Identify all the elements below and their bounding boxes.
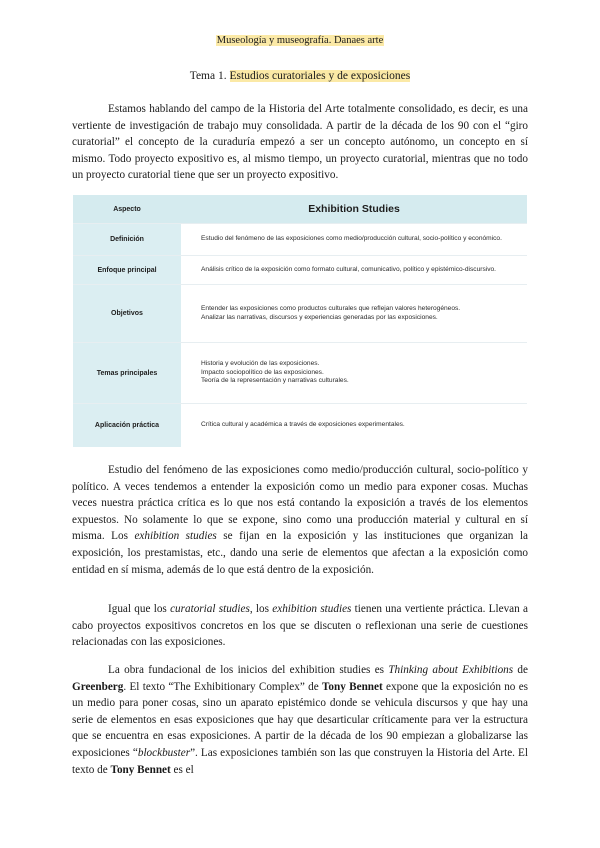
text-run: tienen una vertiente práctica. Llevan a cabo proyectos expositivos concretos en los que se discuten o reflexionan una serie de cuestiones relacionadas con las exposiciones. [72,603,528,649]
table-row [73,256,527,285]
exhibition-studies-table [73,195,527,447]
intro-paragraph: Estamos hablando del campo de la Historia del Arte totalmente consolidado, es decir, es una vertiente de investigación de trabajo muy consolidada. A partir de la década de los 90 con el “giro curatorial” el concepto de la curaduría empezó a ser un concepto autónomo, un concepto en sí mismo. Todo proyecto expositivo es, al mismo tiempo, un proyecto curatorial, mientras que no todo un proyecto curatorial tiene que ser un proyecto expositivo. [72,103,528,182]
row-line: Estudio del fenómeno de las exposiciones como medio/producción cultural, socio-político y económico. [201,235,502,243]
page-header [0,35,600,46]
text-run: ”. Las exposiciones también son las que construyen la Historia del Arte. El texto de [72,746,528,776]
row-line: Análisis crítico de la exposición como formato cultural, comunicativo, político y epistémico-discursivo. [201,265,497,273]
header-exhibition-studies: Exhibition Studies [181,195,527,223]
author-name: Tony Bennet [322,680,383,693]
table-row [73,224,527,256]
table-row [73,404,527,447]
row-aspect: Enfoque principal [73,256,181,284]
text-run: es el [170,763,194,776]
italic-term: exhibition studies [272,603,352,615]
text-run: expone que la exposición no es un medio para poner cosas, sino un aparato epistémico donde se vehicula discursos y que hay una serie de elementos en esas exposiciones que hay que desarticular críticamente para ver la estructura que se encuentra en esas exposiciones. A partir de la década de los 90 empiezan a globalizarse las exposiciones “ [72,680,529,759]
row-line: Crítica cultural y académica a través de exposiciones experimentales. [201,421,405,429]
italic-term: blockbuster [137,746,191,759]
row-line: Teoría de la representación y narrativas culturales. [201,377,349,385]
topic-prefix: Tema 1. [189,70,230,82]
row-line: Impacto sociopolítico de las exposiciones. [201,368,324,376]
row-line: Historia y evolución de las exposiciones. [201,360,320,368]
row-content [181,404,527,447]
body-paragraph [72,662,528,778]
row-content [181,256,527,284]
row-content [181,285,527,342]
table-row [73,343,527,404]
topic-heading [0,70,600,82]
italic-term: curatorial studies [170,603,250,615]
row-content [181,343,527,403]
row-aspect: Aplicación práctica [73,404,181,447]
text-run: , los [249,603,273,615]
header-aspect: Aspecto [73,195,181,223]
body-paragraph [72,601,528,651]
text-run: La obra fundacional de los inicios del exhibition studies es [108,664,389,676]
author-name: Greenberg [72,680,124,693]
author-name: Tony Bennet [110,763,171,776]
table-header-row [73,195,527,224]
text-run: de [513,664,528,676]
topic-title: Estudios curatoriales y de exposiciones [229,70,411,82]
course-title: Museología y museografía. Danaes arte [216,35,384,46]
row-line: Analizar las narrativas, discursos y experiencias generadas por las exposiciones. [201,313,438,321]
text-run: Igual que los [108,603,171,615]
row-aspect: Temas principales [73,343,181,403]
text-run: . El texto “The Exhibitionary Complex” de [123,680,322,693]
book-title: Thinking about Exhibitions [388,664,514,676]
text-run: Estudio del fenómeno de las exposiciones como medio/producción cultural, socio-político y político. A veces tendemos a entender la exposición como un medio para exponer cosas. Muchas veces nuestra práctica crítica es lo que nos está contando la exposición a través de los elementos expuestos. No solamente lo que se expone, sino como una producción material y cultural en sí misma. Los [72,464,528,543]
table-row [73,285,527,343]
row-content [181,224,527,255]
body-paragraph [72,462,528,578]
text-run: se fijan en la exposición y las instituciones que organizan la exposición, los prestamistas, etc., dando una serie de elementos que afectan a la exposición como entidad en sí misma, además de lo que está dentro de la exposición. [72,530,528,576]
row-aspect: Objetivos [73,285,181,342]
row-aspect: Definición [73,224,181,255]
row-line: Entender las exposiciones como productos culturales que reflejan valores heterogéneos. [201,304,461,312]
italic-term: exhibition studies [134,530,217,543]
